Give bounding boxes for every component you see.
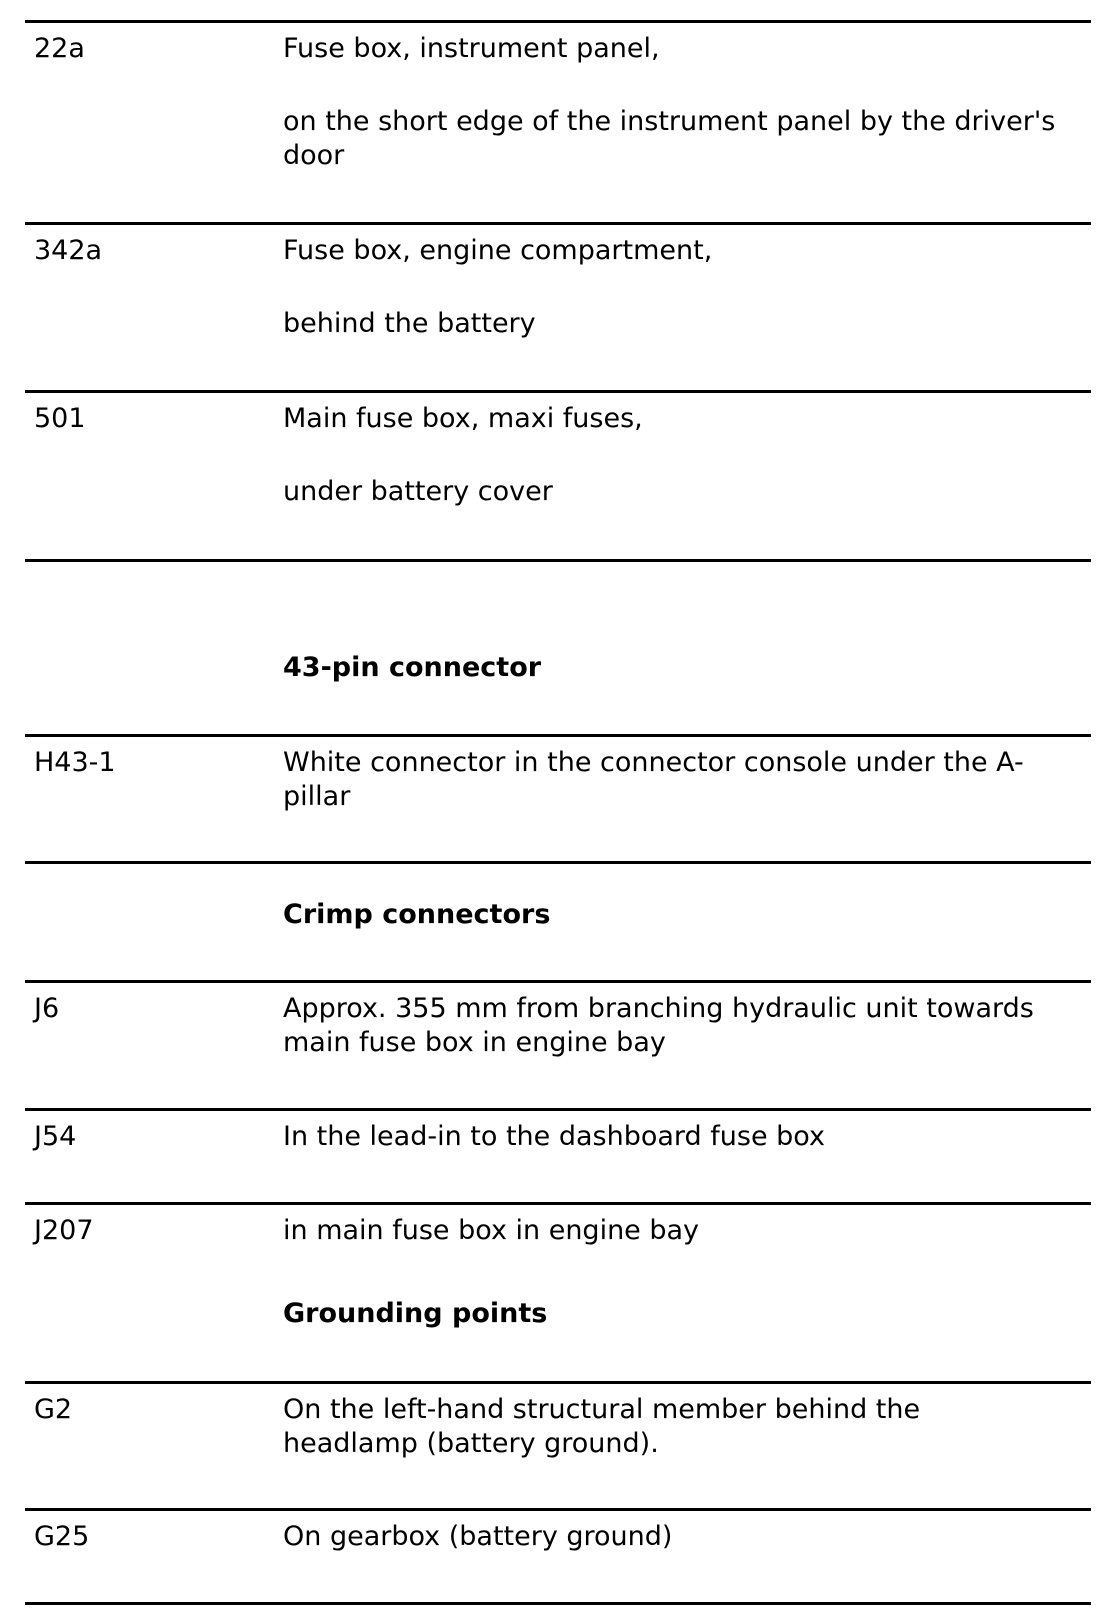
table-divider <box>25 1202 1091 1205</box>
crimp-connector-code: J6 <box>34 993 60 1024</box>
section-heading-crimp-connectors: Crimp connectors <box>283 899 551 930</box>
fuse-box-location: on the short edge of the instrument panel by the driver's door <box>283 106 1056 171</box>
crimp-connector-code: J54 <box>34 1121 77 1152</box>
section-heading-grounding-points: Grounding points <box>283 1298 548 1329</box>
table-divider <box>25 559 1091 562</box>
table-divider <box>25 1508 1091 1511</box>
fuse-box-code: 501 <box>34 403 86 434</box>
fuse-box-title: Fuse box, instrument panel, <box>283 33 660 64</box>
table-divider <box>25 980 1091 983</box>
table-divider <box>25 861 1091 864</box>
table-divider <box>25 222 1091 225</box>
fuse-box-location: behind the battery <box>283 308 536 339</box>
crimp-connector-description: in main fuse box in engine bay <box>283 1215 700 1246</box>
table-divider <box>25 20 1091 23</box>
grounding-point-description: On the left-hand structural member behind the headlamp (battery ground). <box>283 1394 921 1459</box>
table-divider <box>25 1602 1091 1605</box>
crimp-connector-description: In the lead-in to the dashboard fuse box <box>283 1121 825 1152</box>
fuse-box-location: under battery cover <box>283 476 553 507</box>
table-divider <box>25 390 1091 393</box>
section-heading-43-pin-connector: 43-pin connector <box>283 652 542 683</box>
connector-description: White connector in the connector console under the A-pillar <box>283 747 1024 812</box>
grounding-point-code: G2 <box>34 1394 73 1425</box>
grounding-point-code: G25 <box>34 1521 90 1552</box>
fuse-box-title: Fuse box, engine compartment, <box>283 235 713 266</box>
connector-code: H43-1 <box>34 747 116 778</box>
crimp-connector-description: Approx. 355 mm from branching hydraulic unit towards main fuse box in engine bay <box>283 993 1034 1058</box>
table-divider <box>25 1108 1091 1111</box>
fuse-box-code: 22a <box>34 33 85 64</box>
crimp-connector-code: J207 <box>34 1215 94 1246</box>
table-divider <box>25 734 1091 737</box>
table-divider <box>25 1381 1091 1384</box>
fuse-box-title: Main fuse box, maxi fuses, <box>283 403 643 434</box>
fuse-box-code: 342a <box>34 235 103 266</box>
grounding-point-description: On gearbox (battery ground) <box>283 1521 673 1552</box>
